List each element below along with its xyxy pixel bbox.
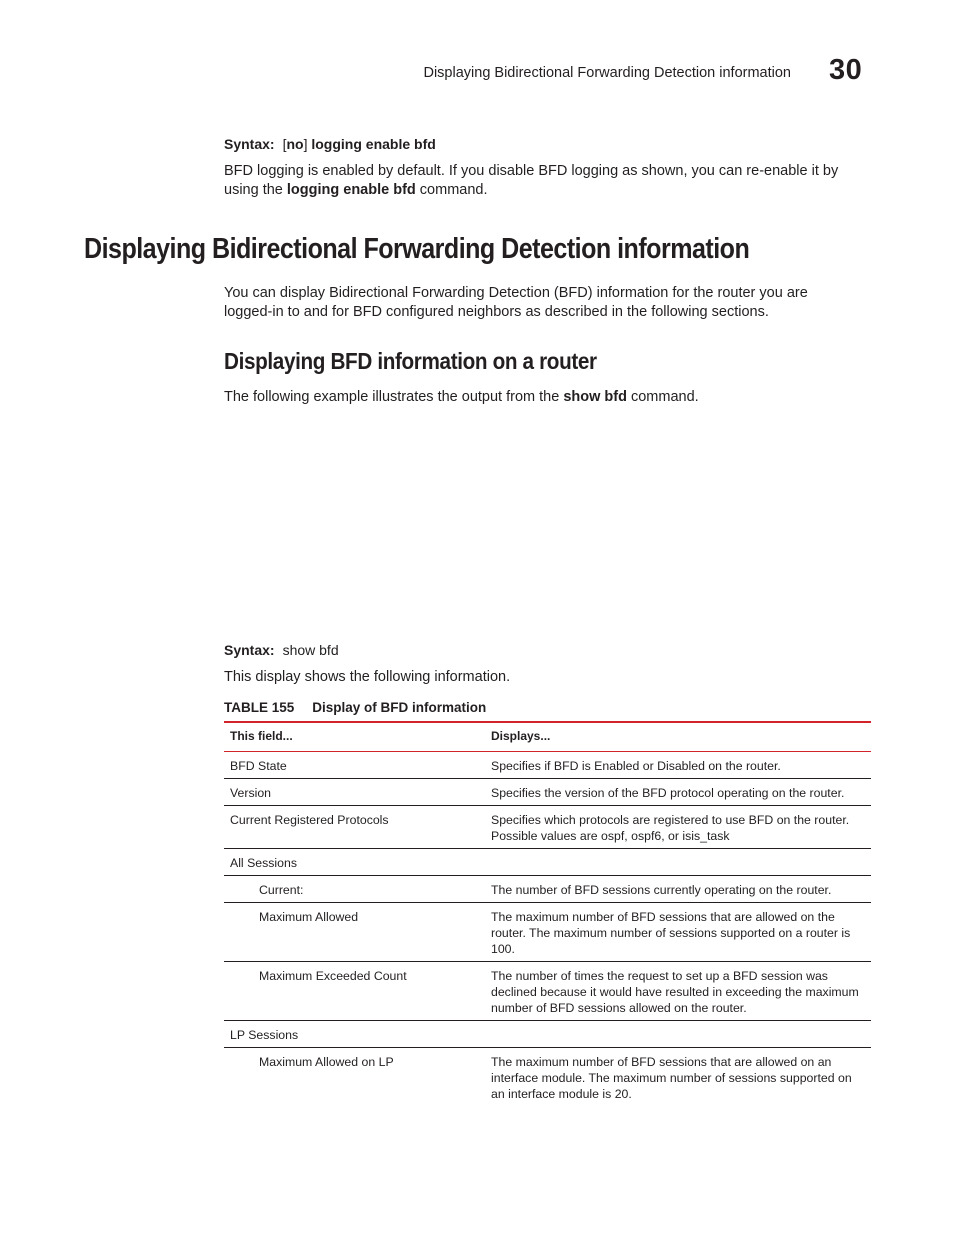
table-cell-field: Maximum Allowed [259, 910, 359, 924]
table-cell-desc: Specifies which protocols are registered to use BFD on the router. Possible values are ospf, ospf6, or isis_task [491, 813, 850, 843]
table-cell-desc [485, 849, 871, 876]
table-caption [224, 700, 486, 715]
syntax-label: Syntax: [224, 136, 275, 152]
syntax-logging [224, 136, 436, 152]
bfd-info-table [224, 721, 871, 1106]
table-row [224, 806, 871, 849]
table-row [224, 1021, 871, 1048]
table-cell-field: Version [230, 786, 272, 800]
table-cell-field: Maximum Exceeded Count [259, 969, 407, 983]
table-cell-desc [485, 1021, 871, 1048]
syntax-command: logging enable bfd [311, 136, 436, 152]
table-row [224, 779, 871, 806]
inline-command: show bfd [563, 389, 627, 405]
table-row [224, 962, 871, 1021]
table-cell-desc: Specifies if BFD is Enabled or Disabled on the router. [491, 759, 781, 773]
table-row [224, 849, 871, 876]
table-caption-number: TABLE 155 [224, 700, 295, 715]
inline-command: logging enable bfd [286, 182, 416, 198]
running-header: Displaying Bidirectional Forwarding Detection information [423, 65, 791, 81]
table-row [224, 876, 871, 903]
table-cell-desc: Specifies the version of the BFD protocol operating on the router. [491, 786, 845, 800]
table-row [224, 1048, 871, 1107]
section-heading: Displaying Bidirectional Forwarding Detection information [84, 233, 750, 265]
paragraph-text: command. [626, 389, 699, 405]
table-cell-field: LP Sessions [230, 1028, 299, 1042]
syntax-bracket-open: [ [282, 136, 287, 152]
subsection-heading: Displaying BFD information on a router [224, 348, 597, 374]
paragraph-intro: You can display Bidirectional Forwarding Detection (BFD) information for the router you are logged-in to and for BFD configured neighbors as described in the following sections. [224, 285, 808, 320]
table-cell-desc: The maximum number of BFD sessions that are allowed on an interface module. The maximum number of sessions supported on an interface module is 20. [491, 1055, 852, 1101]
table-row [224, 752, 871, 779]
syntax-command: show bfd [282, 642, 339, 658]
syntax-no-keyword: no [286, 136, 304, 152]
table-header-displays: Displays... [491, 729, 551, 743]
table-cell-field: All Sessions [230, 856, 297, 870]
table-cell-field: Current: [259, 883, 304, 897]
chapter-number: 30 [829, 54, 863, 86]
table-cell-field: Maximum Allowed on LP [259, 1055, 394, 1069]
paragraph-text: The following example illustrates the output from the [224, 389, 564, 405]
paragraph-text: BFD logging is enabled by default. If you disable BFD logging as shown, you can re-enable it by using the [224, 163, 839, 198]
syntax-label: Syntax: [224, 642, 275, 658]
paragraph-logging [224, 162, 854, 200]
table-cell-desc: The number of times the request to set up a BFD session was declined because it would have resulted in exceeding the maximum number of BFD sessions allowed on the router. [491, 969, 859, 1015]
table-cell-field: BFD State [230, 759, 287, 773]
table-cell-desc: The maximum number of BFD sessions that are allowed on the router. The maximum number of sessions supported on a router is 100. [491, 910, 851, 956]
paragraph-display: This display shows the following information. [224, 669, 511, 685]
syntax-show-bfd [224, 642, 339, 658]
paragraph-example [224, 388, 854, 407]
syntax-bracket-close: ] [303, 136, 308, 152]
table-header-row [224, 722, 871, 752]
table-cell-field: Current Registered Protocols [230, 813, 389, 827]
table-header-field: This field... [230, 729, 293, 743]
table-row [224, 903, 871, 962]
paragraph-text: command. [415, 182, 488, 198]
table-caption-title: Display of BFD information [312, 700, 487, 715]
table-cell-desc: The number of BFD sessions currently operating on the router. [491, 883, 832, 897]
